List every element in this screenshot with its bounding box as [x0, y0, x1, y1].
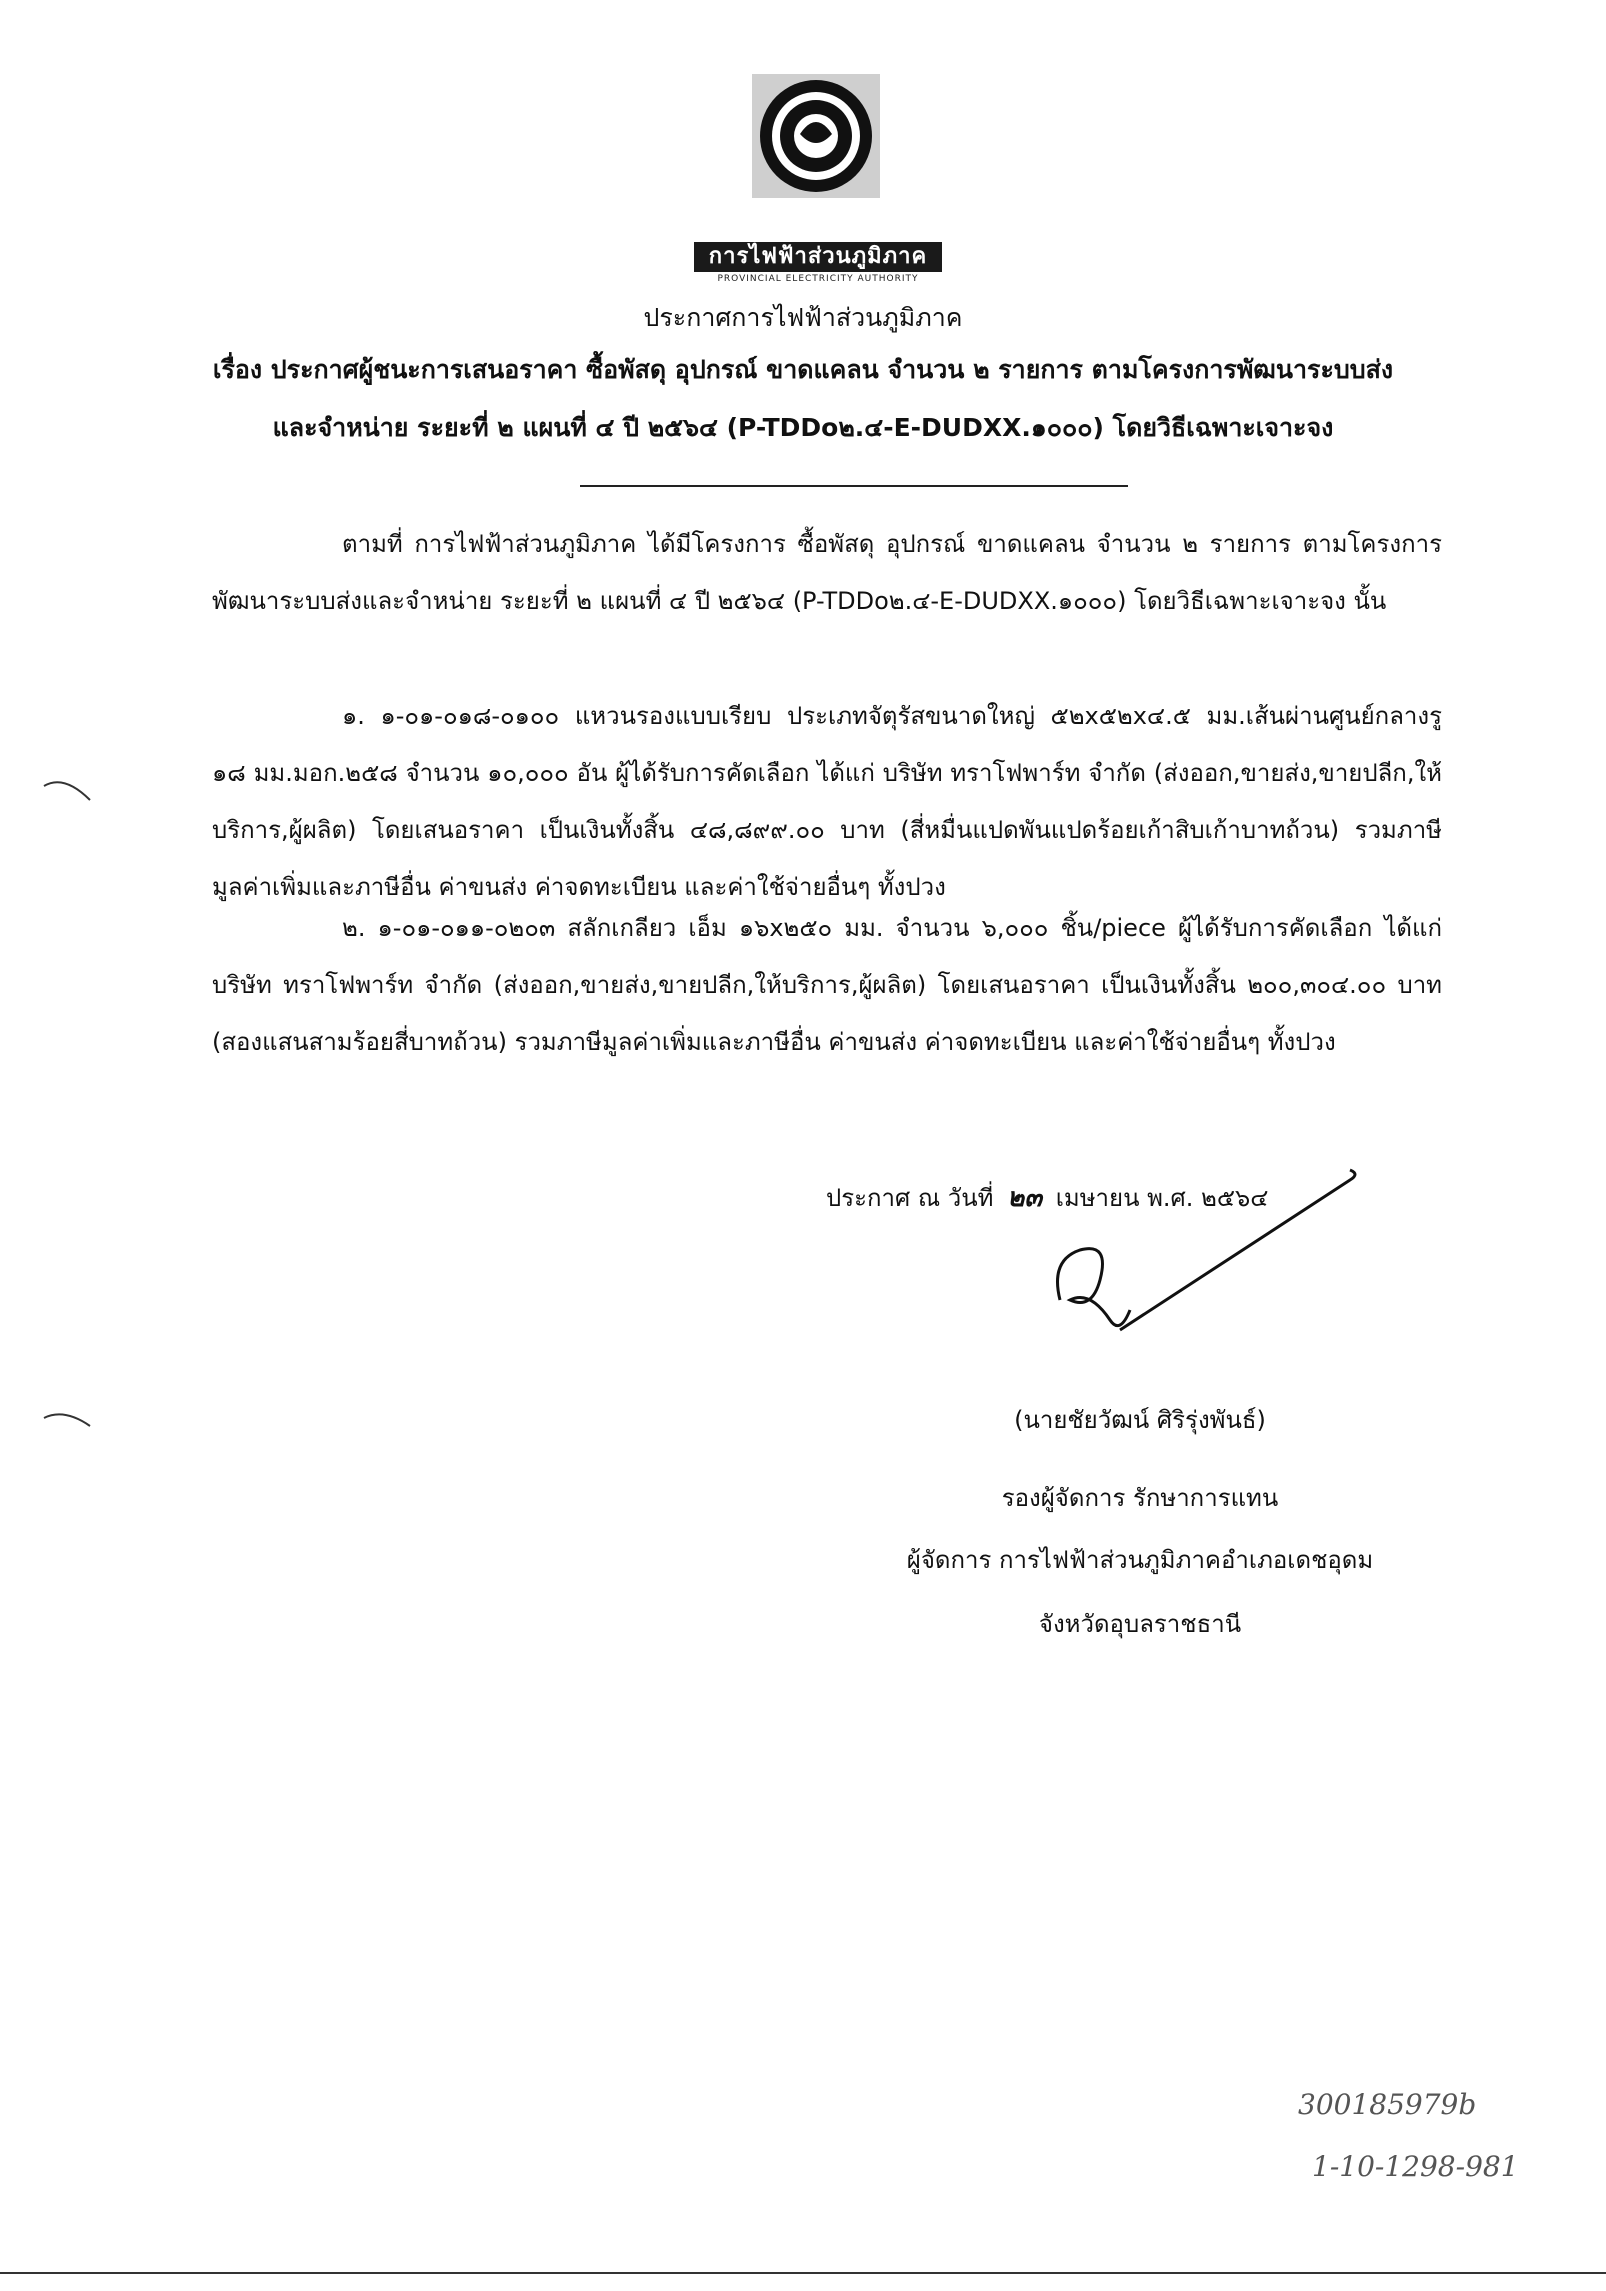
subject-line-1: เรื่อง ประกาศผู้ชนะการเสนอราคา ซื้อพัสดุ อุปกรณ์ ขาดแคลน จำนวน ๒ รายการ ตามโครงการพัฒนาระบบส่ง	[212, 355, 1394, 384]
date-day: ๒๓	[1007, 1183, 1043, 1213]
intro-text: ตามที่ การไฟฟ้าส่วนภูมิภาค ได้มีโครงการ ซื้อพัสดุ อุปกรณ์ ขาดแคลน จำนวน ๒ รายการ ตามโครงการพัฒนาระบบส่งและจำหน่าย ระยะที่ ๒ แผนที่ ๔ ปี ๒๕๖๔ (P-TDDo๒.๔-E-DUDXX.๑๐๐๐) โดยวิธีเฉพาะเจาะจง นั้น	[212, 530, 1442, 615]
date-month-year: เมษายน พ.ศ. ๒๕๖๔	[1055, 1184, 1269, 1212]
item-1-paragraph	[212, 688, 1442, 916]
item-2-paragraph	[212, 900, 1442, 1071]
date-prefix: ประกาศ ณ วันที่	[826, 1184, 994, 1212]
pea-logo-emblem	[752, 74, 880, 198]
subject-line-2: และจำหน่าย ระยะที่ ๒ แผนที่ ๔ ปี ๒๕๖๔ (P-TDDo๒.๔-E-DUDXX.๑๐๐๐) โดยวิธีเฉพาะเจาะจง	[272, 413, 1334, 442]
logo-wordmark: การไฟฟ้าส่วนภูมิภาค	[694, 242, 942, 272]
item-2-text: ๒. ๑-๐๑-๐๑๑-๐๒๐๓ สลักเกลียว เอ็ม ๑๖x๒๕๐ มม. จำนวน ๖,๐๐๐ ชิ้น/piece ผู้ได้รับการคัดเลือก ได้แก่ บริษัท ทราโฟพาร์ท จำกัด (ส่งออก,ขายส่ง,ขายปลีก,ให้บริการ,ผู้ผลิต) โดยเสนอราคา เป็นเงินทั้งสิ้น ๒๐๐,๓๐๔.๐๐ บาท (สองแสนสามร้อยสี่บาทถ้วน) รวมภาษีมูลค่าเพิ่มและภาษีอื่น ค่าขนส่ง ค่าจดทะเบียน และค่าใช้จ่ายอื่นๆ ทั้งปวง	[212, 914, 1443, 1056]
signatory-name: (นายชัยวัฒน์ ศิริรุ่งพันธ์)	[1014, 1406, 1266, 1434]
signatory-position-2: ผู้จัดการ การไฟฟ้าส่วนภูมิภาคอำเภอเดชอุดม	[906, 1546, 1374, 1574]
signatory-position-1: รองผู้จัดการ รักษาการแทน	[1001, 1484, 1279, 1512]
organization-title: ประกาศการไฟฟ้าส่วนภูมิภาค	[643, 303, 963, 332]
handwritten-note-2: 1-10-1298-981	[1312, 2150, 1519, 2183]
logo-subtitle: PROVINCIAL ELECTRICITY AUTHORITY	[717, 274, 919, 284]
intro-paragraph	[212, 516, 1442, 630]
margin-scratch-mark	[40, 770, 100, 810]
title-divider	[580, 485, 1128, 487]
item-1-text: ๑. ๑-๐๑-๐๑๘-๐๑๐๐ แหวนรองแบบเรียบ ประเภทจัตุรัสขนาดใหญ่ ๕๒x๕๒x๔.๕ มม.เส้นผ่านศูนย์กลางรู ๑๘ มม.มอก.๒๕๘ จำนวน ๑๐,๐๐๐ อัน ผู้ได้รับการคัดเลือก ได้แก่ บริษัท ทราโฟพาร์ท จำกัด (ส่งออก,ขายส่ง,ขายปลีก,ให้บริการ,ผู้ผลิต) โดยเสนอราคา เป็นเงินทั้งสิ้น ๔๘,๘๙๙.๐๐ บาท (สี่หมื่นแปดพันแปดร้อยเก้าสิบเก้าบาทถ้วน) รวมภาษีมูลค่าเพิ่มและภาษีอื่น ค่าขนส่ง ค่าจดทะเบียน และค่าใช้จ่ายอื่นๆ ทั้งปวง	[212, 702, 1442, 901]
signatory-position-3: จังหวัดอุบลราชธานี	[1038, 1610, 1242, 1638]
margin-scratch-mark	[40, 1404, 100, 1434]
handwritten-note-1: 300185979b	[1298, 2088, 1477, 2121]
scan-edge-line	[0, 2272, 1606, 2274]
handwritten-signature	[1020, 1150, 1370, 1380]
